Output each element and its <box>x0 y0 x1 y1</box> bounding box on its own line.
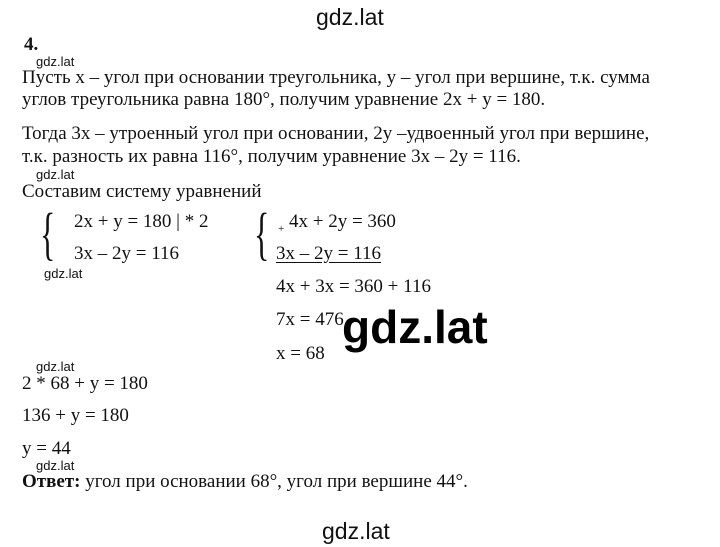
watermark-bottom: gdz.lat <box>322 518 390 544</box>
system-intro: Составим систему уравнений <box>22 181 262 202</box>
substitution-line-2: 136 + у = 180 <box>22 405 129 426</box>
watermark-small: gdz.lat <box>36 359 75 374</box>
solution-step-3: х = 68 <box>276 343 325 364</box>
system-1-equation-1: 2х + у = 180 | * 2 <box>74 211 209 232</box>
left-brace-icon: { <box>254 201 270 266</box>
substitution-line-3: у = 44 <box>22 438 71 459</box>
answer-text: угол при основании 68°, угол при вершине 44°. <box>80 471 468 492</box>
plus-sign: + <box>278 223 285 235</box>
paragraph-2-line-1: Тогда 3х – утроенный угол при основании, 2у –удвоенный угол при вершине, <box>22 123 650 144</box>
answer-label: Ответ: <box>22 471 81 492</box>
substitution-line-1: 2 * 68 + у = 180 <box>22 373 148 394</box>
paragraph-2-line-2: т.к. разность их равна 116°, получим уравнение 3х – 2у = 116. <box>22 146 521 167</box>
system-1-equation-2: 3х – 2у = 116 <box>74 243 180 264</box>
system-2-equation-1: 4х + 2у = 360 <box>289 211 396 232</box>
solution-step-1: 4х + 3х = 360 + 116 <box>276 276 431 297</box>
task-number: 4. <box>24 34 39 55</box>
solution-step-2: 7х = 476 <box>276 309 344 330</box>
watermark-small: gdz.lat <box>36 54 75 69</box>
paragraph-1-line-2: углов треугольника равна 180°, получим уравнение 2х + у = 180. <box>22 89 546 110</box>
watermark-big: gdz.lat <box>342 301 488 353</box>
watermark-small: gdz.lat <box>44 266 83 281</box>
watermark-small: gdz.lat <box>36 167 75 182</box>
system-2-equation-2: 3х – 2у = 116 <box>276 243 382 264</box>
watermark-small: gdz.lat <box>36 458 75 473</box>
watermark-top: gdz.lat <box>316 4 384 30</box>
paragraph-1-line-1: Пусть х – угол при основании треугольника, у – угол при вершине, т.к. сумма <box>22 67 650 88</box>
answer <box>22 471 468 493</box>
left-brace-icon: { <box>40 201 56 266</box>
